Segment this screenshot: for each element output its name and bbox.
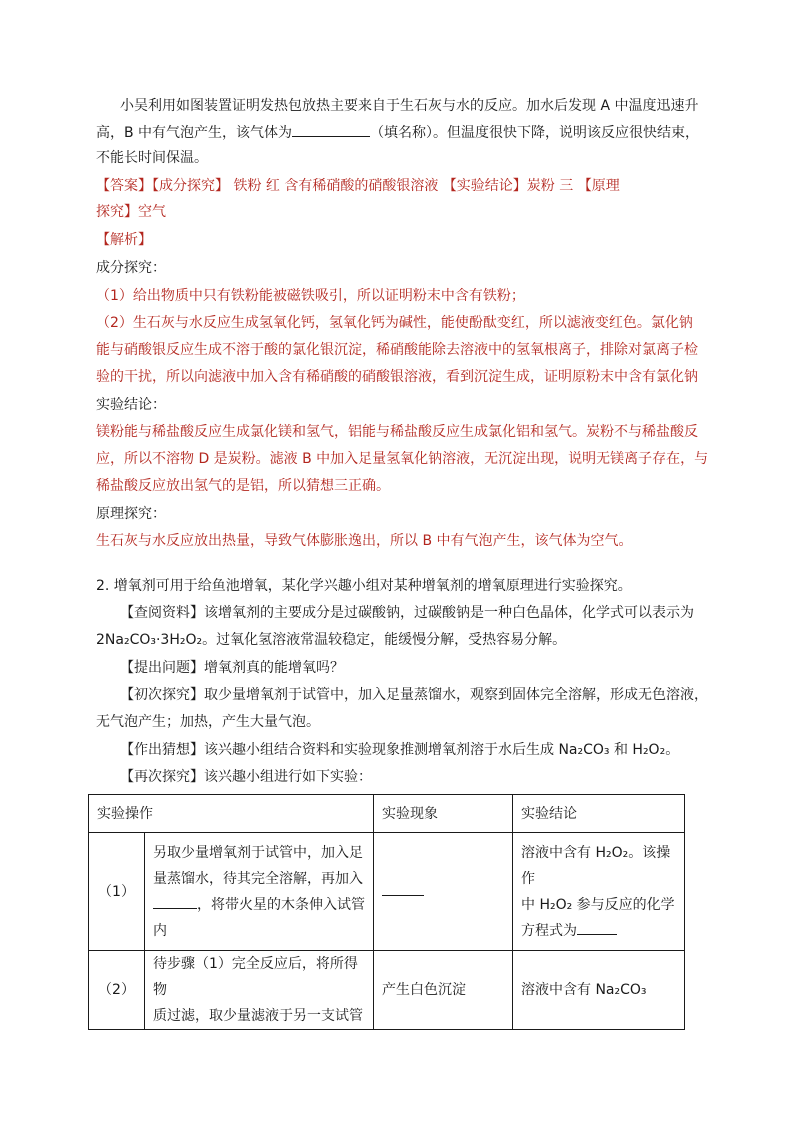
analysis-sec1-p2-l3: 验的干扰，所以向滤液中加入含有稀硝酸的硝酸银溶液，看到沉淀生成，证明原粉末中含有氯化钠 <box>96 369 698 385</box>
analysis-sec3-title: 原理探究： <box>96 506 166 522</box>
answer-line-1: 【答案】【成分探究】 铁粉 红 含有稀硝酸的硝酸银溶液 【实验结论】炭粉 三 【原理 <box>96 178 620 194</box>
row1-number: （1） <box>89 833 145 951</box>
header-conclusion: 实验结论 <box>513 795 685 833</box>
analysis-sec3-l1: 生石灰与水反应放出热量，导致气体膨胀逸出，所以 B 中有气泡产生，该气体为空气。 <box>96 533 633 549</box>
row2-operation <box>145 951 374 1030</box>
row1-conclusion <box>513 833 685 951</box>
q2-first-line-2: 无气泡产生；加热，产生大量气泡。 <box>96 714 320 730</box>
row2-op-line-2: 质过滤，取少量滤液于另一支试管 <box>153 1008 363 1024</box>
row1-op-line-3 <box>153 892 365 918</box>
answer-blank-equation[interactable] <box>577 920 617 935</box>
table-row <box>89 833 685 951</box>
row1-conc-line-2: 中 H₂O₂ 参与反应的化学 <box>521 896 675 913</box>
intro-line-3: 不能长时间保温。 <box>96 150 208 166</box>
analysis-heading: 【解析】 <box>96 232 152 248</box>
table-row <box>89 951 685 1030</box>
analysis-sec1-p2-l2: 能与硝酸银反应生成不溶于酸的氯化银沉淀，稀硝酸能除去溶液中的氢氧根离子，排除对氯离子检 <box>96 342 698 358</box>
row1-op-line-1: 另取少量增氧剂于试管中，加入足 <box>153 844 363 861</box>
answer-blank-gas[interactable] <box>292 122 370 137</box>
analysis-sec1-p1: （1）给出物质中只有铁粉能被磁铁吸引，所以证明粉末中含有铁粉； <box>96 288 525 304</box>
header-phenomenon: 实验现象 <box>374 795 513 833</box>
analysis-sec1-title: 成分探究： <box>96 260 166 276</box>
row2-phenomenon: 产生白色沉淀 <box>374 951 513 1030</box>
row1-conc-line-3 <box>521 918 676 944</box>
answer-blank-reagent[interactable] <box>153 894 197 909</box>
row1-op-line-3-text: ，将带火星的木条伸入试管 <box>197 896 365 913</box>
row1-op-line-2: 量蒸馏水，待其完全溶解，再加入 <box>153 870 363 887</box>
q2-ref-line-1: 【查阅资料】该增氧剂的主要成分是过碳酸钠，过碳酸钠是一种白色晶体，化学式可以表示为 <box>120 605 694 621</box>
analysis-sec2-l3: 稀盐酸反应放出氢气的是铝，所以猜想三正确。 <box>96 478 390 494</box>
q2-question: 【提出问题】增氧剂真的能增氧吗？ <box>120 660 344 676</box>
row2-op-line-1: 待步骤（1）完全反应后，将所得物 <box>153 956 358 998</box>
analysis-sec1-p2-l1: （2）生石灰与水反应生成氢氧化钙，氢氧化钙为碱性，能使酚酞变红，所以滤液变红色。氯化钠 <box>96 315 693 331</box>
row1-operation <box>145 833 374 951</box>
row1-conc-line-3-text: 方程式为 <box>521 922 577 939</box>
analysis-sec2-l1: 镁粉能与稀盐酸反应生成氯化镁和氢气，铝能与稀盐酸反应生成氯化铝和氢气。炭粉不与稀盐酸反 <box>96 424 698 440</box>
q2-again: 【再次探究】该兴趣小组进行如下实验： <box>120 769 372 785</box>
row1-op-line-4: 内 <box>153 922 167 939</box>
answer-line-2: 探究】空气 <box>96 204 166 220</box>
intro-line-2 <box>96 122 699 143</box>
intro-line-1: 小吴利用如图装置证明发热包放热主要来自于生石灰与水的反应。加水后发现 A 中温度迅速升 <box>120 98 699 114</box>
analysis-sec2-l2: 应，所以不溶物 D 是炭粉。滤液 B 中加入足量氢氧化钠溶液，无沉淀出现，说明无镁离子存在，与 <box>96 451 709 467</box>
row1-conc-line-1: 溶液中含有 H₂O₂。该操作 <box>521 844 671 887</box>
row2-conclusion: 溶液中含有 Na₂CO₃ <box>513 951 685 1030</box>
q2-ref-line-2: 2Na₂CO₃·3H₂O₂。过氧化氢溶液常温较稳定，能缓慢分解，受热容易分解。 <box>96 632 567 648</box>
analysis-sec2-title: 实验结论： <box>96 397 166 413</box>
table-header-row <box>89 795 685 833</box>
intro-line-2a: 高，B 中有气泡产生，该气体为 <box>96 125 293 141</box>
experiment-table <box>88 794 685 1030</box>
header-operation: 实验操作 <box>89 795 374 833</box>
answer-blank-phenomenon[interactable] <box>382 881 424 896</box>
q2-guess: 【作出猜想】该兴趣小组结合资料和实验现象推测增氧剂溶于水后生成 Na₂CO₃ 和 H₂O₂。 <box>120 742 680 758</box>
q2-first-line-1: 【初次探究】取少量增氧剂于试管中，加入足量蒸馏水，观察到固体完全溶解，形成无色溶液， <box>120 687 708 703</box>
row1-phenomenon <box>374 833 513 951</box>
row2-number: （2） <box>89 951 145 1030</box>
q2-title: 2. 增氧剂可用于给鱼池增氧，某化学兴趣小组对某种增氧剂的增氧原理进行实验探究。 <box>96 578 632 594</box>
intro-line-2b: （填名称）。但温度很快下降，说明该反应很快结束， <box>370 125 700 141</box>
